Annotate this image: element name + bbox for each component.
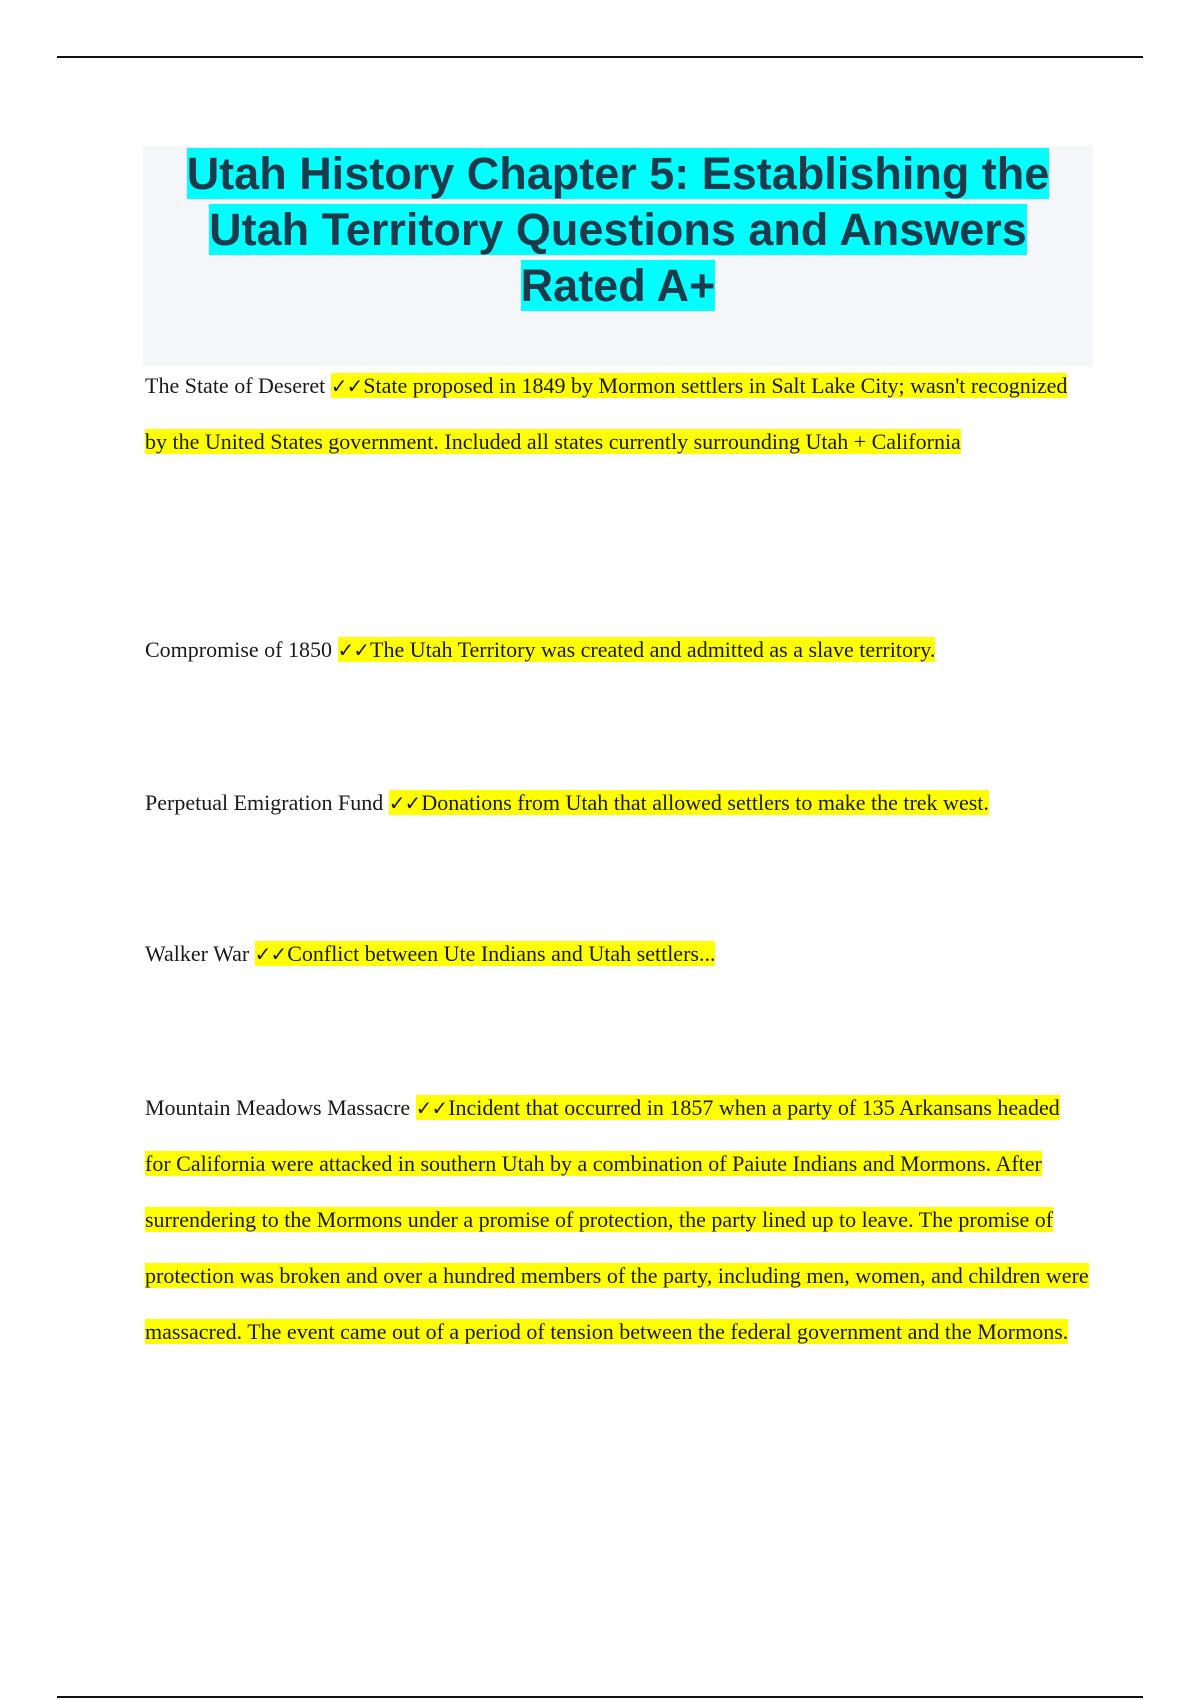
- qa-answer-text: Conflict between Ute Indians and Utah settlers...: [287, 941, 716, 966]
- bottom-rule: [57, 1696, 1143, 1698]
- qa-item-state-of-deseret: [145, 358, 1070, 470]
- qa-term: Walker War: [145, 941, 250, 966]
- qa-item-mountain-meadows-massacre: [145, 1080, 1090, 1360]
- double-check-icon: ✓✓: [254, 942, 287, 966]
- qa-item-perpetual-emigration-fund: [145, 775, 1085, 831]
- qa-answer-text: Donations from Utah that allowed settlers to make the trek west.: [421, 790, 989, 815]
- document-title: [143, 146, 1093, 314]
- double-check-icon: ✓✓: [330, 374, 363, 398]
- qa-answer: [145, 1095, 1089, 1344]
- qa-item-walker-war: [145, 926, 1085, 982]
- qa-term: Perpetual Emigration Fund: [145, 790, 384, 815]
- document-title-text: Utah History Chapter 5: Establishing the Utah Territory Questions and Answers Rated A+: [186, 148, 1050, 311]
- qa-answer: [338, 637, 936, 662]
- double-check-icon: ✓✓: [388, 791, 421, 815]
- qa-answer-text: The Utah Territory was created and admitted as a slave territory.: [370, 637, 936, 662]
- double-check-icon: ✓✓: [337, 638, 370, 662]
- qa-term: The State of Deseret: [145, 373, 326, 398]
- qa-answer-text: Incident that occurred in 1857 when a party of 135 Arkansans headed for California were attacked in southern Utah by a combination of Paiute Indians and Mormons. After surrendering to the Mormons under a promise of protection, the party lined up to leave. The promise of protection was broken and over a hundred members of the party, including men, women, and children were massacred. The event came out of a period of tension between the federal government and the Mormons.: [145, 1095, 1089, 1344]
- qa-answer: [255, 941, 716, 966]
- qa-item-compromise-of-1850: [145, 622, 1085, 678]
- qa-answer-text: State proposed in 1849 by Mormon settlers in Salt Lake City; wasn't recognized by the United States government. Included all states currently surrounding Utah + California: [145, 373, 1068, 454]
- qa-term: Compromise of 1850: [145, 637, 332, 662]
- qa-answer: [389, 790, 989, 815]
- double-check-icon: ✓✓: [415, 1096, 448, 1120]
- qa-term: Mountain Meadows Massacre: [145, 1095, 411, 1120]
- top-rule: [57, 56, 1143, 58]
